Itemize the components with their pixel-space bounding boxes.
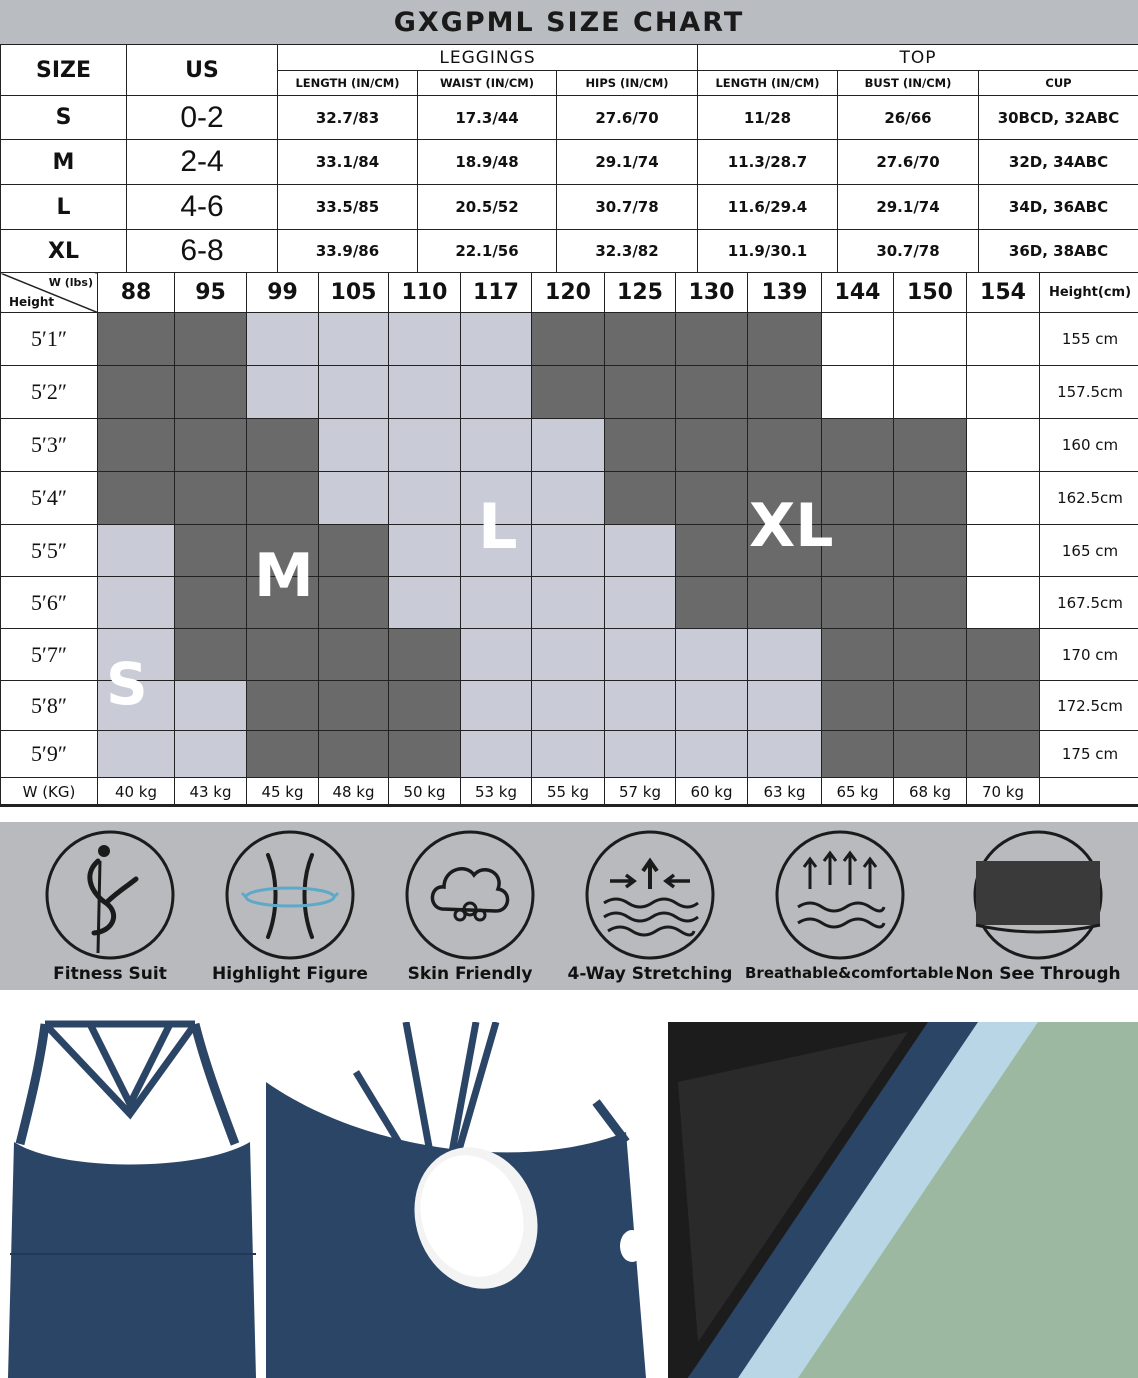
product-photo-front xyxy=(0,994,262,1378)
height-ft-label: 5′6″ xyxy=(1,577,98,629)
weight-lbs-header: 120 xyxy=(532,273,605,313)
weight-kg-value: 43 kg xyxy=(175,778,247,807)
chart-title: GXGPML SIZE CHART xyxy=(393,6,745,38)
grid-cell xyxy=(247,681,319,731)
grid-cell xyxy=(461,629,532,681)
grid-cell xyxy=(532,313,605,366)
grid-cell xyxy=(967,629,1040,681)
grid-cell xyxy=(319,419,389,472)
grid-cell xyxy=(967,419,1040,472)
grid-cell xyxy=(389,366,461,419)
grid-cell xyxy=(319,629,389,681)
top-length-value: 11.3/28.7 xyxy=(698,140,838,185)
height-row xyxy=(1,731,1138,778)
grid-cell xyxy=(822,419,894,472)
grid-cell xyxy=(676,313,748,366)
grid-cell xyxy=(247,419,319,472)
height-cm-label: 155 cm xyxy=(1040,313,1138,366)
grid-cell xyxy=(175,731,247,778)
size-header: SIZE xyxy=(1,45,127,96)
top-cup-value: 32D, 34ABC xyxy=(979,140,1138,185)
weight-lbs-header: 130 xyxy=(676,273,748,313)
grid-cell xyxy=(822,681,894,731)
grid-cell xyxy=(389,681,461,731)
height-row xyxy=(1,313,1138,366)
grid-corner xyxy=(1,273,98,313)
feature-label: Skin Friendly xyxy=(407,964,533,984)
grid-cell xyxy=(175,681,247,731)
feature-label: Highlight Figure xyxy=(212,964,368,984)
weight-lbs-header: 105 xyxy=(319,273,389,313)
grid-cell xyxy=(605,366,676,419)
height-cm-header: Height(cm) xyxy=(1040,273,1138,313)
weight-lbs-header: 139 xyxy=(748,273,822,313)
us-size-value: 0-2 xyxy=(127,96,278,140)
grid-cell xyxy=(247,629,319,681)
zone-label-l: L xyxy=(478,490,518,563)
zone-label-s: S xyxy=(106,650,148,718)
product-photo-pad xyxy=(266,1022,656,1378)
grid-cell xyxy=(175,419,247,472)
four-way-stretch-icon xyxy=(580,827,720,963)
size-table xyxy=(0,44,1138,273)
feature-strip xyxy=(0,822,1138,990)
grid-cell xyxy=(748,419,822,472)
grid-cell xyxy=(894,731,967,778)
height-cm-label: 170 cm xyxy=(1040,629,1138,681)
blank-cell xyxy=(1040,778,1138,807)
grid-cell xyxy=(676,472,748,525)
grid-cell xyxy=(894,525,967,577)
grid-cell xyxy=(967,472,1040,525)
feature-label: Non See Through xyxy=(955,964,1121,984)
grid-cell xyxy=(247,731,319,778)
feature-label: Breathable&comfortable xyxy=(745,964,954,982)
size-label: S xyxy=(1,96,127,140)
zone-label-xl: XL xyxy=(749,491,834,561)
feature-label: Fitness Suit xyxy=(53,964,167,984)
highlight-figure-icon xyxy=(220,827,360,963)
weight-kg-value: 60 kg xyxy=(676,778,748,807)
grid-cell xyxy=(605,577,676,629)
height-ft-label: 5′8″ xyxy=(1,681,98,731)
grid-cell xyxy=(676,577,748,629)
grid-cell xyxy=(389,313,461,366)
height-ft-label: 5′3″ xyxy=(1,419,98,472)
grid-cell xyxy=(605,629,676,681)
grid-cell xyxy=(676,681,748,731)
grid-cell xyxy=(894,419,967,472)
size-label: M xyxy=(1,140,127,185)
size-label: XL xyxy=(1,230,127,273)
grid-cell xyxy=(461,681,532,731)
grid-cell xyxy=(748,681,822,731)
height-row xyxy=(1,681,1138,731)
grid-cell xyxy=(822,366,894,419)
top-length-value: 11.9/30.1 xyxy=(698,230,838,273)
corner-height-label: Height xyxy=(9,295,55,309)
feature-four-way-stretch xyxy=(560,822,740,990)
size-row xyxy=(1,96,1138,140)
height-row xyxy=(1,366,1138,419)
grid-cell xyxy=(98,472,175,525)
grid-cell xyxy=(605,731,676,778)
weight-lbs-header: 154 xyxy=(967,273,1040,313)
section-divider xyxy=(0,804,1138,807)
size-row xyxy=(1,185,1138,230)
weight-lbs-header: 110 xyxy=(389,273,461,313)
top-length-header: LENGTH (IN/CM) xyxy=(698,71,838,96)
height-cm-label: 165 cm xyxy=(1040,525,1138,577)
height-ft-label: 5′5″ xyxy=(1,525,98,577)
grid-cell xyxy=(98,419,175,472)
leggings-waist-value: 20.5/52 xyxy=(418,185,557,230)
grid-cell xyxy=(98,731,175,778)
grid-cell xyxy=(389,419,461,472)
weight-kg-value: 45 kg xyxy=(247,778,319,807)
weight-kg-row xyxy=(1,778,1138,807)
grid-cell xyxy=(676,366,748,419)
us-size-value: 4-6 xyxy=(127,185,278,230)
size-row xyxy=(1,230,1138,273)
feature-label: 4-Way Stretching xyxy=(567,964,733,984)
grid-cell xyxy=(175,525,247,577)
corner-weight-label: W (lbs) xyxy=(48,276,93,289)
leggings-header: LEGGINGS xyxy=(278,45,698,71)
grid-cell xyxy=(319,681,389,731)
grid-cell xyxy=(748,366,822,419)
grid-cell xyxy=(461,419,532,472)
height-cm-label: 162.5cm xyxy=(1040,472,1138,525)
weight-lbs-header: 88 xyxy=(98,273,175,313)
grid-cell xyxy=(175,472,247,525)
grid-cell xyxy=(175,629,247,681)
grid-cell xyxy=(676,629,748,681)
grid-cell xyxy=(822,731,894,778)
top-bust-header: BUST (IN/CM) xyxy=(838,71,979,96)
leggings-length-value: 33.1/84 xyxy=(278,140,418,185)
grid-cell xyxy=(605,525,676,577)
feature-skin-friendly xyxy=(380,822,560,990)
height-cm-label: 160 cm xyxy=(1040,419,1138,472)
grid-cell xyxy=(894,366,967,419)
top-bust-value: 29.1/74 xyxy=(838,185,979,230)
height-ft-label: 5′4″ xyxy=(1,472,98,525)
us-header: US xyxy=(127,45,278,96)
leggings-length-value: 33.5/85 xyxy=(278,185,418,230)
height-row xyxy=(1,472,1138,525)
grid-cell xyxy=(822,629,894,681)
grid-cell xyxy=(98,525,175,577)
grid-cell xyxy=(676,731,748,778)
top-cup-value: 34D, 36ABC xyxy=(979,185,1138,230)
grid-cell xyxy=(532,681,605,731)
weight-kg-value: 70 kg xyxy=(967,778,1040,807)
weight-kg-value: 65 kg xyxy=(822,778,894,807)
grid-cell xyxy=(461,313,532,366)
grid-cell xyxy=(98,313,175,366)
grid-cell xyxy=(532,366,605,419)
height-cm-label: 172.5cm xyxy=(1040,681,1138,731)
feature-fitness-suit xyxy=(20,822,200,990)
weight-lbs-row xyxy=(1,273,1138,313)
grid-cell xyxy=(748,731,822,778)
grid-cell xyxy=(967,366,1040,419)
height-row xyxy=(1,629,1138,681)
us-size-value: 2-4 xyxy=(127,140,278,185)
leggings-hips-value: 32.3/82 xyxy=(557,230,698,273)
weight-kg-value: 50 kg xyxy=(389,778,461,807)
skin-friendly-icon xyxy=(400,827,540,963)
weight-lbs-header: 144 xyxy=(822,273,894,313)
weight-lbs-header: 125 xyxy=(605,273,676,313)
grid-cell xyxy=(894,313,967,366)
grid-cell xyxy=(605,419,676,472)
leggings-length-value: 33.9/86 xyxy=(278,230,418,273)
leggings-hips-value: 30.7/78 xyxy=(557,185,698,230)
grid-cell xyxy=(894,472,967,525)
weight-kg-value: 53 kg xyxy=(461,778,532,807)
top-bust-value: 27.6/70 xyxy=(838,140,979,185)
leggings-waist-value: 18.9/48 xyxy=(418,140,557,185)
weight-kg-value: 40 kg xyxy=(98,778,175,807)
grid-cell xyxy=(319,472,389,525)
weight-lbs-header: 99 xyxy=(247,273,319,313)
top-cup-header: CUP xyxy=(979,71,1138,96)
weight-lbs-header: 117 xyxy=(461,273,532,313)
grid-cell xyxy=(247,472,319,525)
feature-breathable xyxy=(745,822,954,990)
weight-kg-value: 48 kg xyxy=(319,778,389,807)
grid-cell xyxy=(389,629,461,681)
grid-cell xyxy=(247,366,319,419)
grid-cell xyxy=(389,525,461,577)
grid-cell xyxy=(461,366,532,419)
tank-top-front-image xyxy=(0,994,262,1378)
top-bust-value: 26/66 xyxy=(838,96,979,140)
weight-kg-label: W (KG) xyxy=(1,778,98,807)
leggings-waist-value: 22.1/56 xyxy=(418,230,557,273)
size-row xyxy=(1,140,1138,185)
top-cup-value: 36D, 38ABC xyxy=(979,230,1138,273)
fitness-suit-icon xyxy=(40,827,180,963)
grid-cell xyxy=(532,419,605,472)
grid-cell xyxy=(532,525,605,577)
zone-label-m: M xyxy=(254,541,314,611)
leggings-waist-value: 17.3/44 xyxy=(418,96,557,140)
grid-cell xyxy=(532,472,605,525)
breathable-icon xyxy=(770,827,910,963)
grid-cell xyxy=(748,313,822,366)
grid-cell xyxy=(319,313,389,366)
fabric-colors-image xyxy=(668,1022,1138,1378)
leggings-length-value: 32.7/83 xyxy=(278,96,418,140)
grid-cell xyxy=(319,577,389,629)
leggings-hips-value: 27.6/70 xyxy=(557,96,698,140)
grid-cell xyxy=(676,419,748,472)
grid-cell xyxy=(676,525,748,577)
grid-cell xyxy=(319,366,389,419)
grid-cell xyxy=(389,577,461,629)
grid-cell xyxy=(461,577,532,629)
grid-cell xyxy=(98,577,175,629)
grid-cell xyxy=(247,313,319,366)
removable-pad-image xyxy=(266,1022,656,1378)
weight-kg-value: 63 kg xyxy=(748,778,822,807)
grid-cell xyxy=(967,681,1040,731)
height-ft-label: 5′1″ xyxy=(1,313,98,366)
height-row xyxy=(1,419,1138,472)
grid-cell xyxy=(389,731,461,778)
size-label: L xyxy=(1,185,127,230)
grid-cell xyxy=(967,577,1040,629)
height-ft-label: 5′9″ xyxy=(1,731,98,778)
grid-cell xyxy=(319,731,389,778)
grid-cell xyxy=(748,577,822,629)
us-size-value: 6-8 xyxy=(127,230,278,273)
grid-cell xyxy=(532,731,605,778)
leggings-length-header: LENGTH (IN/CM) xyxy=(278,71,418,96)
grid-cell xyxy=(532,629,605,681)
leggings-waist-header: WAIST (IN/CM) xyxy=(418,71,557,96)
leggings-hips-value: 29.1/74 xyxy=(557,140,698,185)
top-length-value: 11/28 xyxy=(698,96,838,140)
feature-highlight-figure xyxy=(200,822,380,990)
grid-cell xyxy=(748,629,822,681)
grid-cell xyxy=(319,525,389,577)
top-bust-value: 30.7/78 xyxy=(838,230,979,273)
grid-cell xyxy=(175,577,247,629)
top-length-value: 11.6/29.4 xyxy=(698,185,838,230)
grid-cell xyxy=(894,577,967,629)
grid-cell xyxy=(967,525,1040,577)
non-see-through-icon xyxy=(968,827,1108,963)
grid-cell xyxy=(175,366,247,419)
height-row xyxy=(1,525,1138,577)
grid-cell xyxy=(175,313,247,366)
grid-cell xyxy=(967,731,1040,778)
grid-cell xyxy=(389,472,461,525)
height-row xyxy=(1,577,1138,629)
grid-cell xyxy=(98,366,175,419)
grid-cell xyxy=(822,577,894,629)
height-ft-label: 5′2″ xyxy=(1,366,98,419)
weight-kg-value: 55 kg xyxy=(532,778,605,807)
feature-non-see-through xyxy=(948,822,1128,990)
weight-kg-value: 57 kg xyxy=(605,778,676,807)
weight-kg-value: 68 kg xyxy=(894,778,967,807)
leggings-hips-header: HIPS (IN/CM) xyxy=(557,71,698,96)
chart-title-bar xyxy=(0,0,1138,44)
weight-lbs-header: 95 xyxy=(175,273,247,313)
grid-cell xyxy=(605,472,676,525)
grid-cell xyxy=(894,629,967,681)
top-header: TOP xyxy=(698,45,1138,71)
grid-cell xyxy=(894,681,967,731)
weight-lbs-header: 150 xyxy=(894,273,967,313)
grid-cell xyxy=(461,731,532,778)
grid-cell xyxy=(532,577,605,629)
height-weight-grid xyxy=(0,272,1138,807)
height-cm-label: 157.5cm xyxy=(1040,366,1138,419)
height-cm-label: 175 cm xyxy=(1040,731,1138,778)
grid-cell xyxy=(605,681,676,731)
grid-cell xyxy=(822,313,894,366)
height-cm-label: 167.5cm xyxy=(1040,577,1138,629)
top-cup-value: 30BCD, 32ABC xyxy=(979,96,1138,140)
height-ft-label: 5′7″ xyxy=(1,629,98,681)
grid-cell xyxy=(967,313,1040,366)
grid-cell xyxy=(605,313,676,366)
product-photo-colors xyxy=(668,1022,1138,1378)
